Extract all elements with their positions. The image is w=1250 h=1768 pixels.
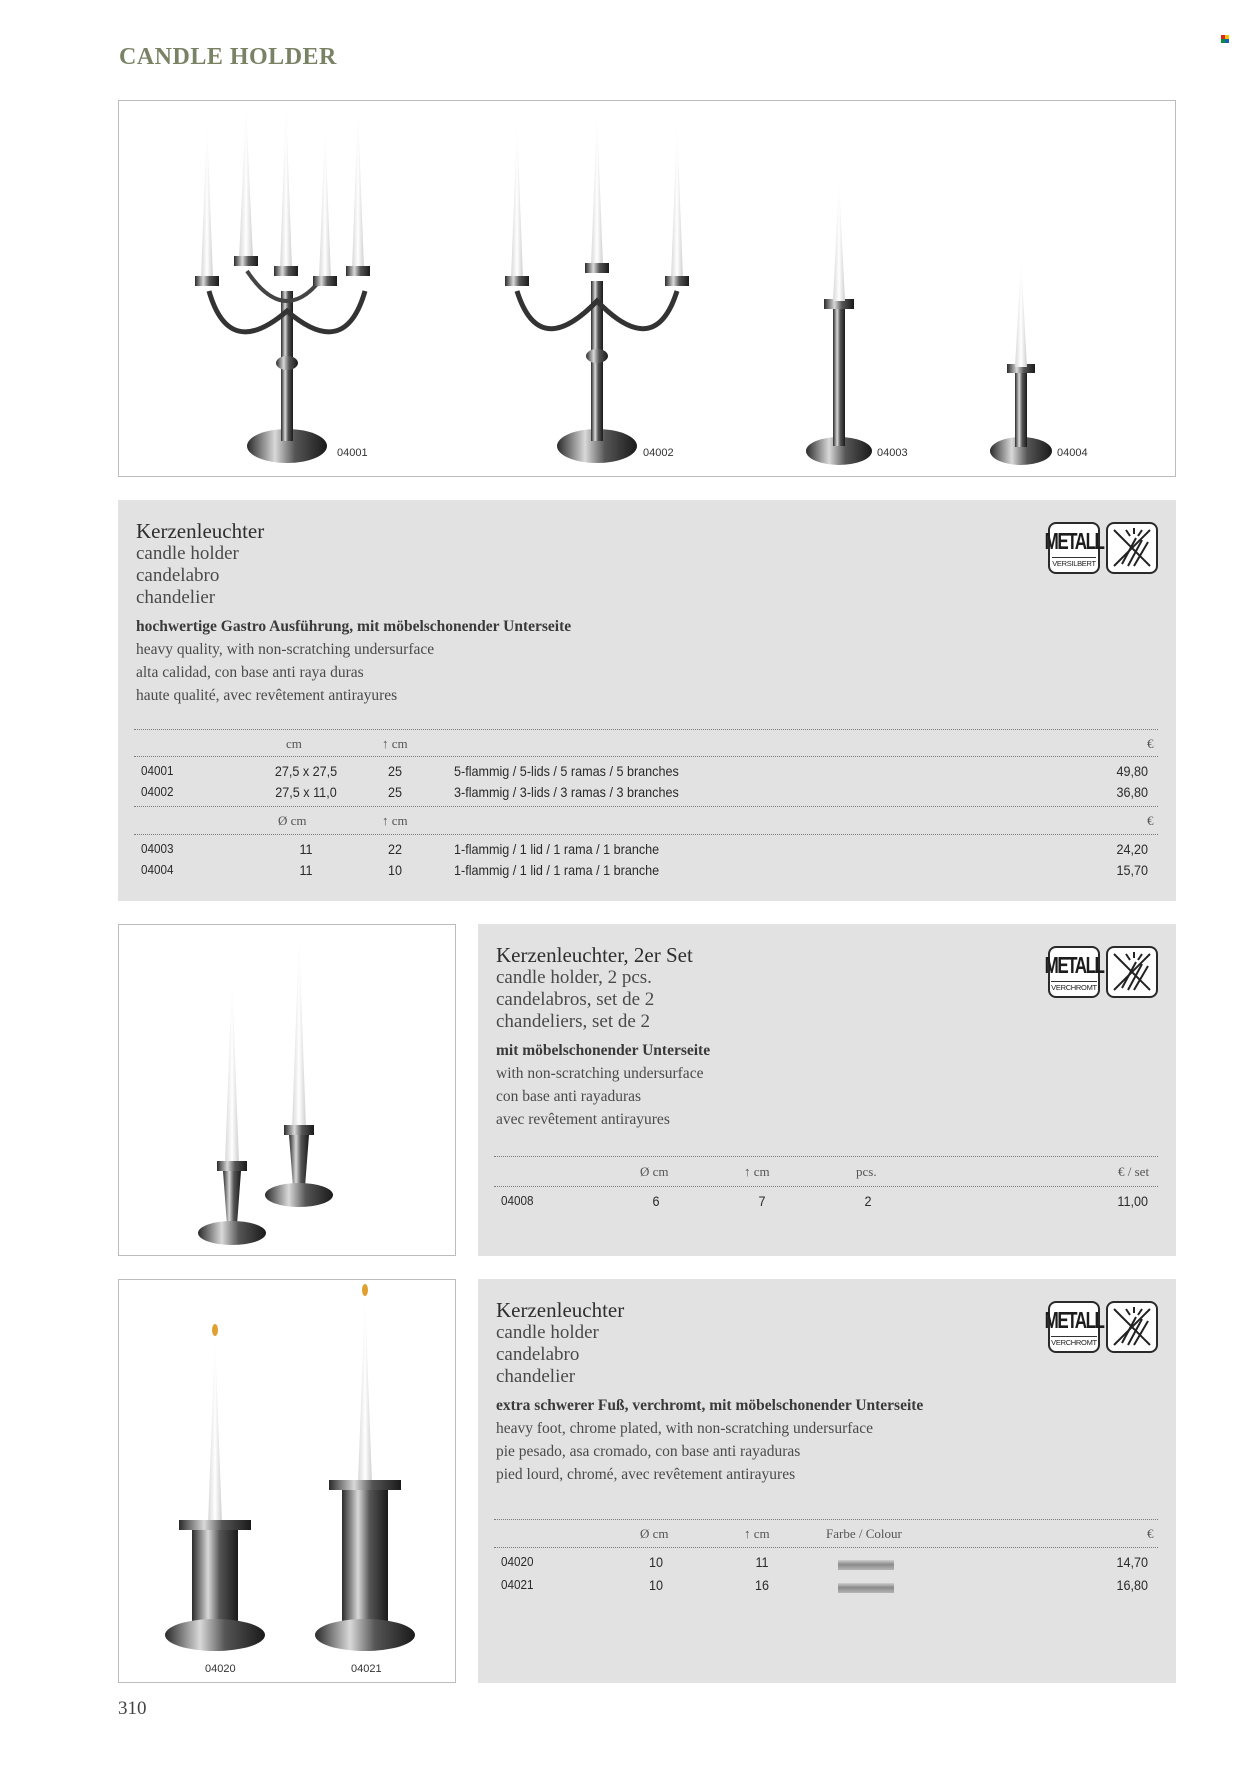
product-photo-2er-set	[118, 924, 456, 1256]
product-title: Kerzenleuchter, 2er Set	[496, 943, 693, 967]
product-subtitle: candle holder, 2 pcs.	[496, 967, 652, 988]
product-subtitle: chandeliers, set de 2	[496, 1011, 651, 1032]
product-description: pied lourd, chromé, avec revêtement antirayures	[496, 1466, 796, 1483]
product-code-label: 04001	[337, 447, 368, 459]
page-number: 310	[118, 1698, 147, 1719]
product-subtitle: candle holder	[136, 543, 239, 564]
column-header-price: €	[1147, 1526, 1154, 1541]
column-header-price: € / set	[1118, 1164, 1150, 1179]
product-panel-chrome-holders: Kerzenleuchter candle holder candelabro chandelier extra schwerer Fuß, verchromt, mit möbelschonender Unterseite heavy foot, chrome plated, with non-scratching undersurface pie pesado, asa cromado, con base anti rayaduras pied lourd, chromé, avec revêtement antirayures METALL VERCHROMT Ø cm ↑ cm Farbe / Colour € 04020 10 11 14,70 04021 10 16 16,80	[478, 1279, 1176, 1683]
column-header-colour: Farbe / Colour	[826, 1526, 902, 1541]
product-code-label: 04002	[643, 447, 674, 459]
product-subtitle: candelabro	[136, 565, 220, 586]
column-header-height: ↑ cm	[382, 736, 408, 751]
product-subtitle: candle holder	[496, 1322, 599, 1343]
product-description-bold: hochwertige Gastro Ausführung, mit möbelschonender Unterseite	[136, 618, 572, 635]
non-scratching-icon	[1106, 1301, 1158, 1353]
product-photo-candelabras	[118, 100, 1176, 477]
product-description-bold: extra schwerer Fuß, verchromt, mit möbelschonender Unterseite	[496, 1397, 924, 1414]
product-title: Kerzenleuchter	[136, 519, 265, 543]
page-title: CANDLE HOLDER	[119, 44, 337, 70]
colour-swatch-chrome	[838, 1560, 894, 1570]
column-header-size: cm	[286, 736, 302, 751]
product-description: alta calidad, con base anti raya duras	[136, 664, 364, 681]
product-description: heavy quality, with non-scratching undersurface	[136, 641, 435, 658]
non-scratching-icon	[1106, 522, 1158, 574]
column-header-height: ↑ cm	[382, 813, 408, 828]
product-description-bold: mit möbelschonender Unterseite	[496, 1042, 711, 1059]
product-code-label: 04020	[205, 1663, 236, 1675]
product-subtitle: chandelier	[496, 1366, 576, 1387]
product-subtitle: chandelier	[136, 587, 216, 608]
column-header-diameter: Ø cm	[278, 813, 307, 828]
product-subtitle: candelabro	[496, 1344, 580, 1365]
product-description: with non-scratching undersurface	[496, 1065, 704, 1082]
product-subtitle: candelabros, set de 2	[496, 989, 655, 1010]
product-description: heavy foot, chrome plated, with non-scratching undersurface	[496, 1420, 874, 1437]
product-description: haute qualité, avec revêtement antirayures	[136, 687, 398, 704]
color-registration-mark	[1221, 35, 1229, 43]
non-scratching-icon	[1106, 946, 1158, 998]
metall-verchromt-icon: METALL VERCHROMT	[1048, 946, 1100, 998]
column-header-price: €	[1147, 736, 1154, 751]
product-description: pie pesado, asa cromado, con base anti rayaduras	[496, 1443, 801, 1460]
column-header-height: ↑ cm	[744, 1164, 770, 1179]
column-header-diameter: Ø cm	[640, 1526, 669, 1541]
metall-verchromt-icon: METALL VERCHROMT	[1048, 1301, 1100, 1353]
metall-versilbert-icon: METALL VERSILBERT	[1048, 522, 1100, 574]
product-title: Kerzenleuchter	[496, 1298, 625, 1322]
product-panel-2er-set: Kerzenleuchter, 2er Set candle holder, 2 pcs. candelabros, set de 2 chandeliers, set de 2 mit möbelschonender Unterseite with non-scratching undersurface con base anti rayaduras avec revêtement antirayures METALL VERCHROMT Ø cm ↑ cm pcs. € / set 04008 6 7 2 11,00	[478, 924, 1176, 1256]
product-code-label: 04021	[351, 1663, 382, 1675]
product-panel-candelabras: Kerzenleuchter candle holder candelabro chandelier hochwertige Gastro Ausführung, mit möbelschonender Unterseite heavy quality, with non-scratching undersurface alta calidad, con base anti raya duras haute qualité, avec revêtement antirayures METALL VERSILBERT cm ↑ cm € 04001 27,5 x 27,5 25 5-flammig / 5-lids / 5 ramas / 5 branches 49,80 04002 27,5 x 11,0 25 3-flammig / 3-lids / 3 ramas / 3 branches 36,80 Ø cm ↑ cm € 04003 11 22 1-flammig / 1 lid / 1 rama / 1 branche 24,20 04004 11 10 1-flammig / 1 lid / 1 rama / 1 branche 15,70	[118, 500, 1176, 901]
candle-holders-illustration	[119, 101, 1177, 478]
product-code-label: 04003	[877, 447, 908, 459]
product-code-label: 04004	[1057, 447, 1088, 459]
product-photo-chrome-holders	[118, 1279, 456, 1683]
column-header-pcs: pcs.	[856, 1164, 877, 1179]
column-header-diameter: Ø cm	[640, 1164, 669, 1179]
product-description: avec revêtement antirayures	[496, 1111, 670, 1128]
column-header-price: €	[1147, 813, 1154, 828]
colour-swatch-chrome	[838, 1583, 894, 1593]
product-description: con base anti rayaduras	[496, 1088, 642, 1105]
column-header-height: ↑ cm	[744, 1526, 770, 1541]
